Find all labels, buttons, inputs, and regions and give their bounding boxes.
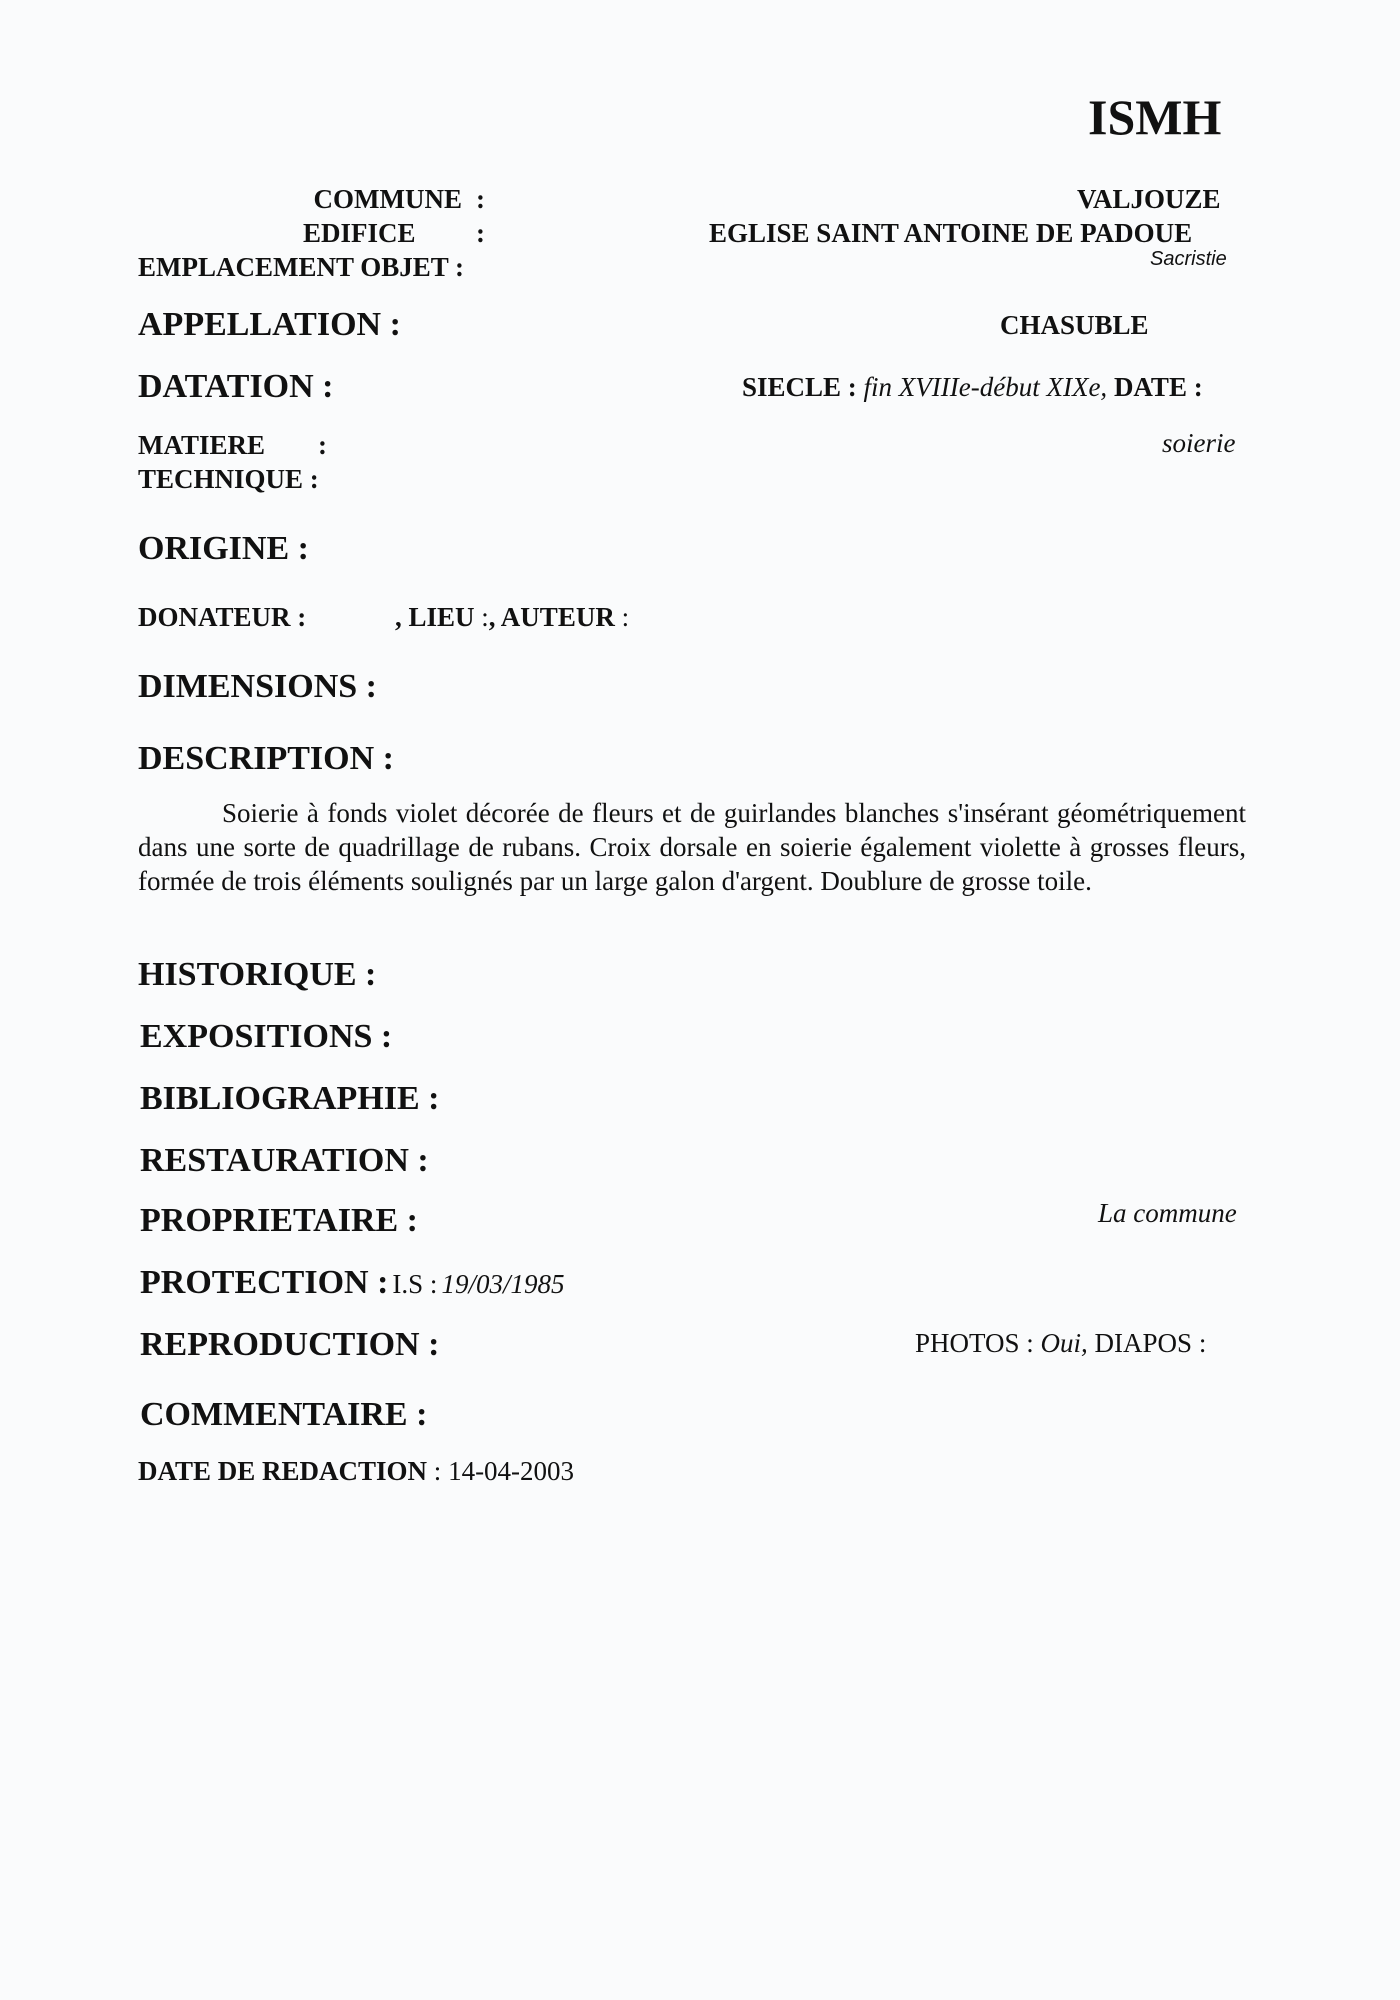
date-redaction-colon: : [433, 1456, 442, 1486]
protection-line [140, 1264, 564, 1302]
expositions-label: EXPOSITIONS : [140, 1018, 393, 1055]
datation-label: DATATION : [138, 368, 334, 405]
dimensions-label: DIMENSIONS : [138, 668, 377, 705]
commune-value: VALJOUZE [1077, 184, 1221, 214]
donateur-label: DONATEUR : [138, 602, 307, 632]
proprietaire-value: La commune [1098, 1198, 1237, 1228]
date-label: DATE : [1113, 372, 1203, 402]
datation-siecle-line [742, 372, 1203, 403]
matiere-value: soierie [1162, 428, 1236, 458]
edifice-colon: : [476, 218, 485, 248]
historique-label: HISTORIQUE : [138, 956, 377, 993]
photos-value: Oui, [1040, 1328, 1088, 1358]
description-label: DESCRIPTION : [138, 740, 394, 777]
protection-date: 19/03/1985 [441, 1269, 565, 1299]
edifice-value: EGLISE SAINT ANTOINE DE PADOUE [709, 218, 1193, 248]
commune-label: COMMUNE [313, 184, 462, 214]
reproduction-label: REPRODUCTION : [140, 1326, 440, 1363]
technique-label: TECHNIQUE : [138, 464, 319, 494]
date-redaction-value: 14-04-2003 [448, 1456, 575, 1486]
date-redaction-label: DATE DE REDACTION [138, 1456, 428, 1486]
lieu-label: , LIEU [395, 602, 475, 632]
emplacement-value: Sacristie [1150, 248, 1227, 270]
auteur-colon: : [621, 602, 630, 632]
commune-colon: : [476, 184, 485, 214]
appellation-value: CHASUBLE [1000, 310, 1149, 340]
commentaire-label: COMMENTAIRE : [140, 1396, 428, 1433]
emplacement-label: EMPLACEMENT OBJET : [138, 252, 465, 282]
page-title: ISMH [1088, 89, 1222, 145]
lieu-colon: : [481, 602, 489, 632]
reproduction-line [915, 1328, 1206, 1359]
edifice-label: EDIFICE [303, 218, 416, 248]
date-redaction-line [138, 1456, 574, 1487]
siecle-value: fin XVIIIe-début XIXe, [863, 372, 1108, 402]
restauration-label: RESTAURATION : [140, 1142, 429, 1179]
donateur-line [395, 602, 629, 633]
protection-type: I.S : [392, 1269, 438, 1299]
siecle-label: SIECLE : [742, 372, 857, 402]
bibliographie-label: BIBLIOGRAPHIE : [140, 1080, 440, 1117]
matiere-colon: : [318, 430, 327, 460]
appellation-label: APPELLATION : [138, 306, 401, 343]
description-text: Soierie à fonds violet décorée de fleurs et de guirlandes blanches s'insérant géométriquement dans une sorte de quadrillage de rubans. Croix dorsale en soierie également violette à grosses fleurs, formée de trois éléments soulignés par un large galon d'argent. Doublure de grosse toile. [138, 798, 1246, 896]
origine-label: ORIGINE : [138, 530, 309, 567]
proprietaire-label: PROPRIETAIRE : [140, 1202, 418, 1239]
protection-label: PROTECTION : [140, 1264, 389, 1301]
matiere-label: MATIERE [138, 430, 266, 460]
diapos-label: DIAPOS : [1094, 1328, 1207, 1358]
auteur-label: , AUTEUR [488, 602, 615, 632]
photos-label: PHOTOS : [915, 1328, 1034, 1358]
